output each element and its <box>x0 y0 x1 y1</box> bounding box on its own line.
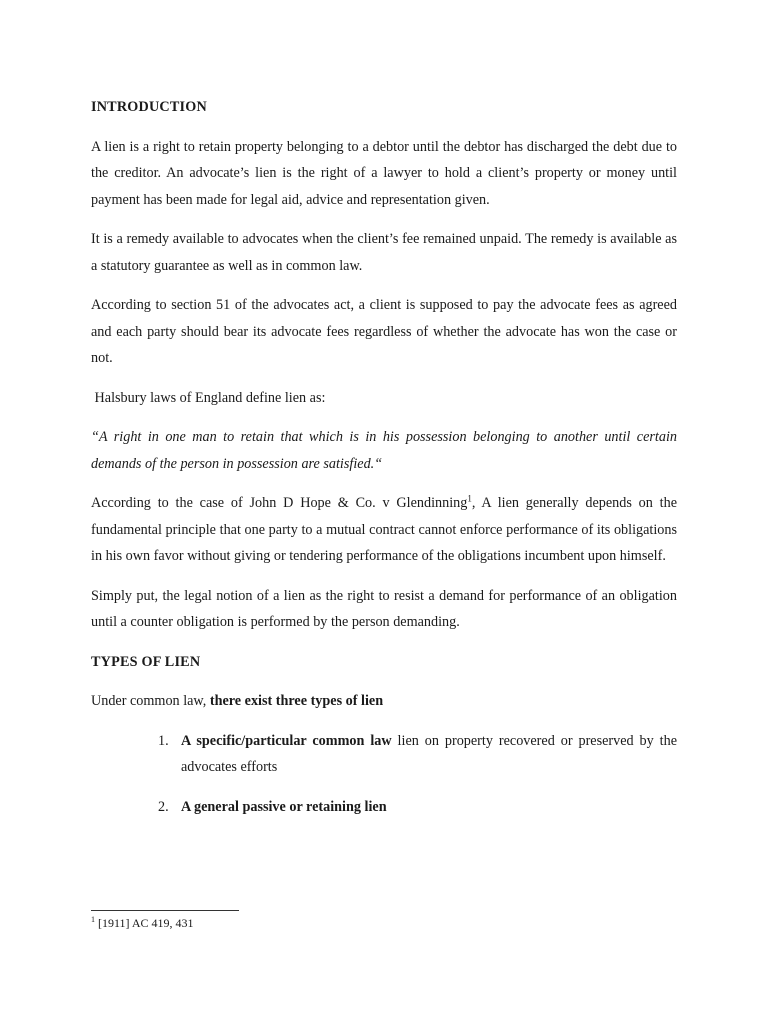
types-of-lien-heading: TYPES OF LIEN <box>91 653 201 670</box>
introduction-heading: INTRODUCTION <box>91 99 207 115</box>
list-item-number: 1. <box>158 732 169 749</box>
footnote-text: [1911] AC 419, 431 <box>95 916 194 930</box>
footnote <box>91 914 194 932</box>
paragraph-types-intro <box>91 688 677 715</box>
list-item-number: 2. <box>158 798 169 815</box>
hope-case-text-end: , A lien generally depends on the fundamental principle that one party to a mutual contract cannot enforce performance of its obligations in his own favor without giving or tendering performance of the obligations incumbent upon himself. <box>91 495 677 564</box>
list-item <box>91 794 677 821</box>
paragraph-hope-case <box>91 490 677 570</box>
paragraph-lien-definition: A lien is a right to retain property belonging to a debtor until the debtor has discharged the debt due to the creditor. An advocate’s lien is the right of a lawyer to hold a client’s property or money until payment has been made for legal aid, advice and representation given. <box>91 138 677 208</box>
document-body <box>91 94 677 833</box>
footnote-separator <box>91 910 239 911</box>
types-intro-bold: there exist three types of lien <box>209 693 384 709</box>
paragraph-halsbury: Halsbury laws of England define lien as: <box>91 389 326 406</box>
footnote-reference[interactable]: 1 <box>467 493 472 504</box>
hope-case-text-start: According to the case of John D Hope & Co. v Glendinning <box>91 495 468 511</box>
halsbury-quote: “A right in one man to retain that which is in his possession belonging to another until certain demands of the person in possession are satisfied.“ <box>91 429 677 472</box>
list-item-text: lien on property recovered or preserved by the advocates efforts <box>181 732 677 775</box>
footnote-number: 1 <box>91 915 95 924</box>
lien-types-list <box>91 728 677 821</box>
list-item-bold: A general passive or retaining lien <box>181 798 387 815</box>
paragraph-section-51: According to section 51 of the advocates act, a client is supposed to pay the advocate fees as agreed and each party should bear its advocate fees regardless of whether the advocate has won the case or not. <box>91 297 677 366</box>
list-item <box>91 728 677 781</box>
types-intro-text: Under common law, <box>91 693 210 709</box>
paragraph-simply-put: Simply put, the legal notion of a lien as the right to resist a demand for performance of an obligation until a counter obligation is performed by the person demanding. <box>91 587 677 630</box>
paragraph-remedy: It is a remedy available to advocates when the client’s fee remained unpaid. The remedy is available as a statutory guarantee as well as in common law. <box>91 231 677 274</box>
list-item-bold: A specific/particular common law <box>181 732 392 749</box>
